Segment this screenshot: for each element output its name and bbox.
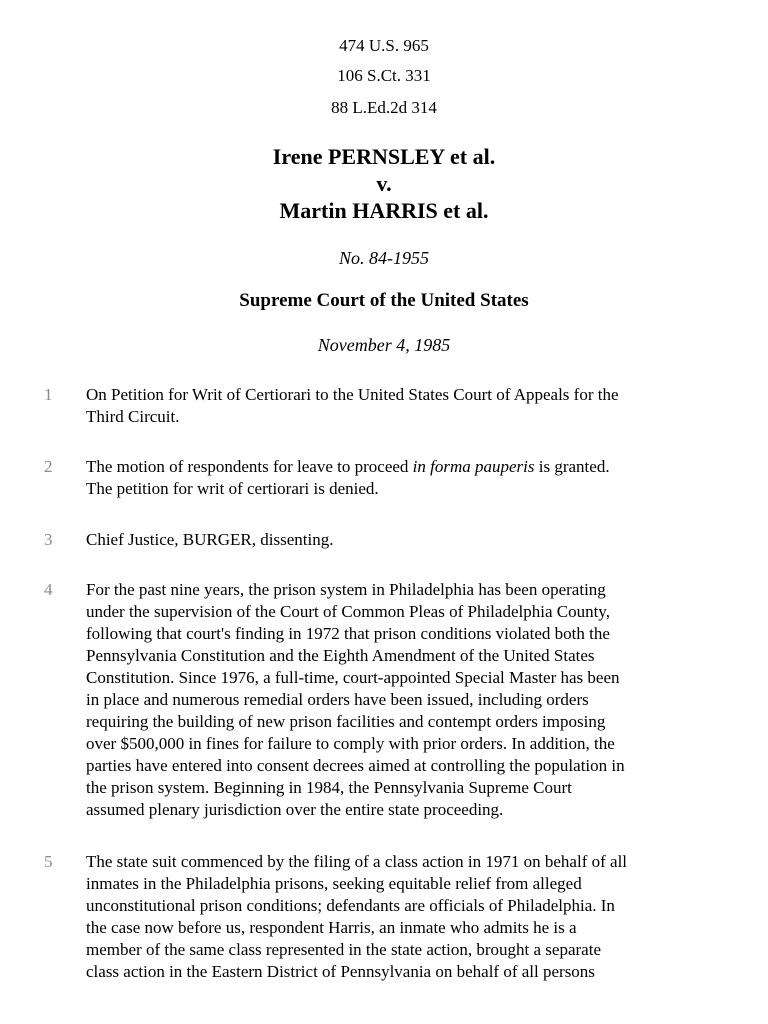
paragraph-line: class action in the Eastern District of Pennsylvania on behalf of all persons (86, 962, 595, 981)
respondent-name: Martin HARRIS et al. (279, 198, 489, 223)
paragraph-line: in place and numerous remedial orders have been issued, including orders (86, 690, 589, 709)
paragraph-line: For the past nine years, the prison system in Philadelphia has been operating (86, 580, 606, 599)
paragraph-line: Constitution. Since 1976, a full-time, court-appointed Special Master has been (86, 668, 620, 687)
paragraph-line: The petition for writ of certiorari is denied. (86, 479, 379, 498)
paragraph-number: 5 (44, 852, 53, 871)
paragraph-text (86, 851, 746, 983)
versus-label: v. (376, 171, 392, 196)
citation-led: 88 L.Ed.2d 314 (331, 98, 437, 117)
citation-sct: 106 S.Ct. 331 (337, 66, 431, 85)
paragraph-number: 4 (44, 580, 53, 599)
paragraph-line: following that court's finding in 1972 that prison conditions violated both the (86, 624, 610, 643)
paragraph-line: over $500,000 in fines for failure to comply with prior orders. In addition, the (86, 734, 615, 753)
citation-us: 474 U.S. 965 (339, 36, 429, 55)
paragraph-line: assumed plenary jurisdiction over the entire state proceeding. (86, 800, 504, 819)
paragraph-line (86, 456, 746, 478)
paragraph-line: unconstitutional prison conditions; defendants are officials of Philadelphia. In (86, 896, 615, 915)
line-text: The motion of respondents for leave to proceed (86, 457, 413, 476)
paragraph-text (86, 579, 746, 821)
paragraph-line: under the supervision of the Court of Common Pleas of Philadelphia County, (86, 602, 610, 621)
court-name: Supreme Court of the United States (239, 290, 529, 311)
paragraph-line: member of the same class represented in the state action, brought a separate (86, 940, 601, 959)
paragraph-line: parties have entered into consent decrees aimed at controlling the population in (86, 756, 625, 775)
paragraph-line: The state suit commenced by the filing of a class action in 1971 on behalf of all (86, 852, 628, 871)
paragraph-line: Chief Justice, BURGER, dissenting. (86, 530, 334, 549)
paragraph-number: 1 (44, 385, 53, 404)
line-text: is granted. (534, 457, 610, 476)
paragraph-line: Third Circuit. (86, 407, 180, 426)
paragraph-line: Pennsylvania Constitution and the Eighth Amendment of the United States (86, 646, 595, 665)
paragraph-line: the case now before us, respondent Harris, an inmate who admits he is a (86, 918, 577, 937)
paragraph-text (86, 384, 746, 428)
paragraph-line: the prison system. Beginning in 1984, the Pennsylvania Supreme Court (86, 778, 572, 797)
paragraph-text (86, 456, 746, 500)
paragraph-line: requiring the building of new prison facilities and contempt orders imposing (86, 712, 606, 731)
paragraph-text (86, 529, 746, 551)
paragraph-line: On Petition for Writ of Certiorari to the United States Court of Appeals for the (86, 385, 619, 404)
paragraph-number: 3 (44, 530, 53, 549)
decision-date: November 4, 1985 (317, 335, 451, 355)
paragraph-line: inmates in the Philadelphia prisons, seeking equitable relief from alleged (86, 874, 582, 893)
in-forma-pauperis-phrase: in forma pauperis (412, 457, 535, 476)
docket-number: No. 84-1955 (339, 248, 429, 268)
petitioner-name: Irene PERNSLEY et al. (272, 144, 496, 169)
paragraph-number: 2 (44, 457, 53, 476)
